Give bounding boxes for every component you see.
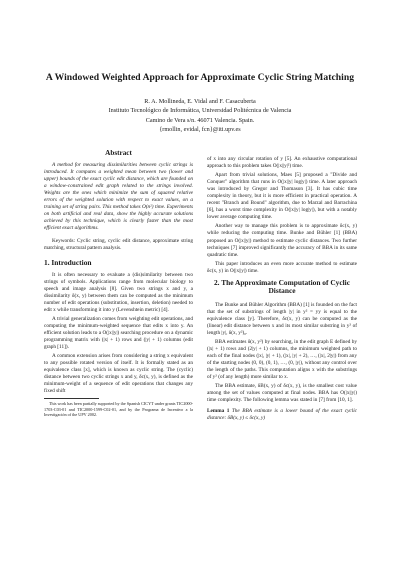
footnote: This work has been partially supported by the Spanish CICYT under grants TIC2000-1703-C03-01 and TIC2000-1599-C02-01, and by the Programa de Incentivo a la Investigación of the UPV 2002. <box>44 401 193 418</box>
lemma-text: The BBA estimate is a lower bound of the exact cyclic distance: δB(x, y) ≤ δc(x, y) <box>207 408 358 422</box>
right-paragraph-4: The Bunke and Bühler Algorithm (BBA) [1] is founded on the fact that the set of substrings of length |y| in y² = yy is equal to the equivalence class [y]. Therefore, δc(x, y) can be computed as the (linear) edit distance between x and its most similar substring in y² of length |y|, δ(x, y²)₀. <box>207 301 357 336</box>
keywords: Keywords: Cyclic string, cyclic edit distance, approximate string matching, structural pattern analysis. <box>44 237 193 251</box>
left-column <box>44 150 193 420</box>
lemma-1 <box>207 408 357 422</box>
right-paragraph-6: The BBA estimate, δB(x, y) of δc(x, y), is the smallest cost value among the set of values computed at final nodes. BBA has O(|x||y|) time complexity. The following lemma was stated in [7] from [10, 1]. <box>207 383 357 404</box>
right-paragraph-3: This paper introduces an even more accurate method to estimate δc(x, y) in O(|x||y|) time. <box>207 260 357 274</box>
author-names: R. A. Mollineda, E. Vidal and F. Casacuberta <box>144 98 256 105</box>
author-address: Camino de Vera s/n. 46071 Valencia. Spain. <box>145 116 255 124</box>
right-paragraph-1: Apart from trivial solutions, Maes [5] proposed a "Divide and Conquer" algorithm that runs in O(|x||y| log|y|) time. A later approach was introduced by Gregor and Thomason [3]. It has cubic time complexity in theory, but it is more efficient in practical operation. A recent "Branch and Bound" algorithm, due to Marzal and Barrachina [6], has a worst time complexity in O(|x||y| log|y|), but with a notably lower average computing time. <box>207 172 357 221</box>
intro-paragraph-3: A common extension arises from considering a string x equivalent to any possible rotated version of itself. It is formally stated as an equivalence class [x], which is known as cyclic string. The (cyclic) distance between two cyclic strings x and y, δc(x, y), is defined as the minimum-weight of a sequence of edit operations that changes any fixed shift <box>44 353 193 395</box>
footnote-rule <box>44 398 99 399</box>
lemma-label: Lemma 1 <box>207 408 230 415</box>
section-heading-introduction: 1. Introduction <box>44 257 92 267</box>
abstract-text: A method for measuring dissimilarities between cyclic strings is introduced. It computes a weighted mean between two (lower and upper) bounds of the exact cyclic edit distance, which are founded on a window-constrained edit graph related to the strings involved. Weights are the ones which minimize the sum of squared relative errors of the weighted solution with respect to exact values, on a training set of string pairs. This method takes O(n²) time. Experiments on both artificial and real data, show the highly accurate solutions achieved by this technique, which is clearly faster than the most efficient exact algorithms. <box>44 162 193 232</box>
right-paragraph-0: of x into any circular rotation of y [5]. An exhaustive computational approach to this problem takes O(|x||y|²) time. <box>207 156 357 170</box>
intro-paragraph-1: It is often necessary to evaluate a (dis)similarity between two strings of symbols. Applications range from molecular biology to speech and image analysis [8]. Given two strings x and y, a dissimilarity δ(x, y) between them can be computed as the minimum number of edit operations (substitution, insertion, deletion) needed to edit x while transforming it into y (Levenshtein metric) [4]. <box>44 271 193 313</box>
author-institute: Instituto Tecnológico de Informática, Universidad Politécnica de Valencia <box>108 107 292 115</box>
intro-paragraph-2: A trivial generalization comes from weighting edit operations, and computing the minimum-weighted sequence that edits x into y. An efficient solution leads to a O(|x||y|) searching procedure on a dynamic programming matrix with (|x| + 1) rows and (|y| + 1) columns (edit graph [11]). <box>44 315 193 351</box>
right-paragraph-2: Another way to manage this problem is to approximate δc(x, y) while reducing the computing time. Bunke and Bühler [1] (BBA) proposed an O(|x||y|) method to estimate cyclic distances. Two further techniques [7] improved significantly the accuracy of BBA in its same quadratic time. <box>207 223 357 258</box>
right-column <box>207 156 357 425</box>
paper-title: A Windowed Weighted Approach for Approximate Cyclic String Matching <box>45 72 355 83</box>
author-emails: {rmollin, evidal, fcn}@iti.upv.es <box>159 126 241 134</box>
author-block <box>40 97 360 135</box>
right-paragraph-5: BBA estimates δ(x, y²) by searching, in the edit graph E defined by (|x| + 1) rows and (2|y| + 1) columns, the minimum weighted path to each of the final nodes (|x|, |y| + 1), (|x|, |y| + 2), …, (|x|, 2|y|) from any of the starting nodes (0, 0), (0, 1), …, (0, |y|), without any control over the length of the paths. This computation aligns x with the substrings of y² (of any length) more similar to x. <box>207 338 357 381</box>
section-heading-approximate: 2. The Approximate Computation of Cyclic Distance <box>213 277 351 296</box>
abstract-heading: Abstract <box>105 149 132 157</box>
